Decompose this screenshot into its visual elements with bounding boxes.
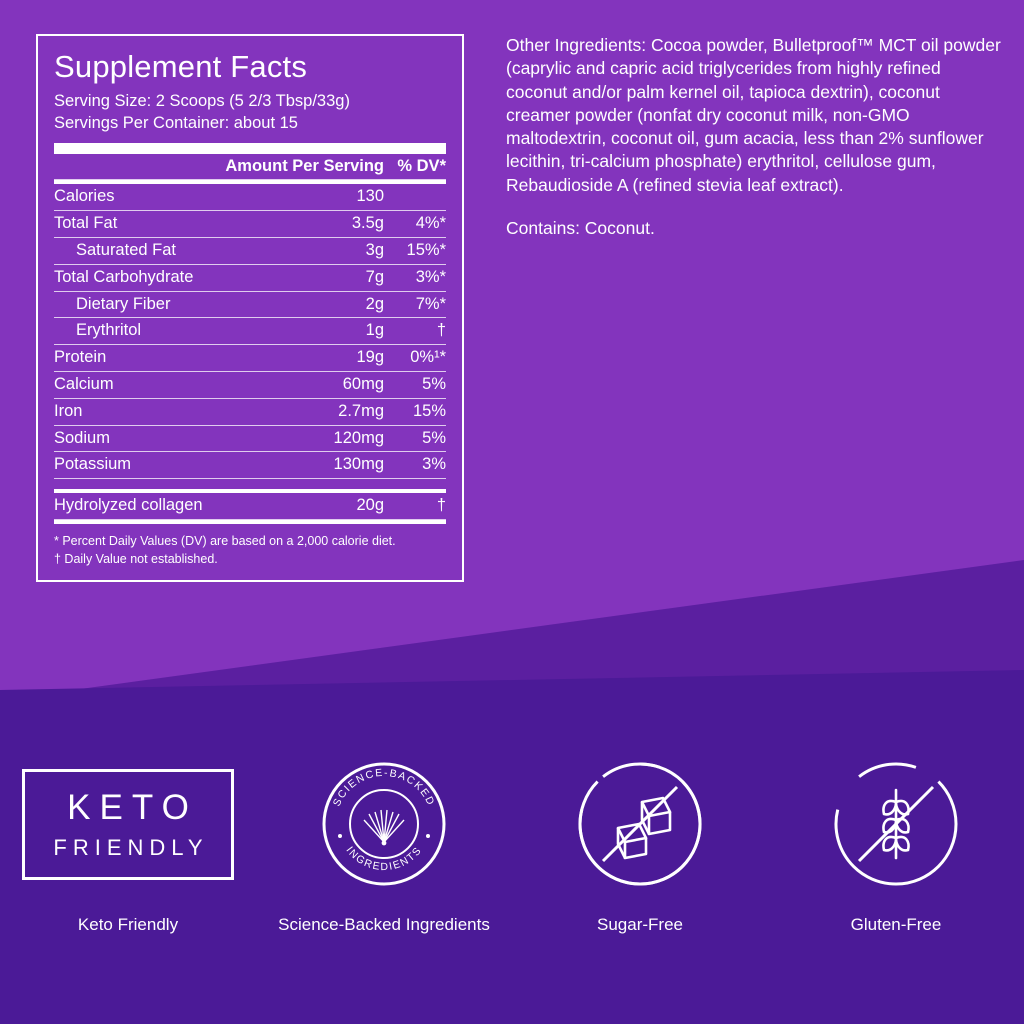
nutrient-name: Potassium [54, 452, 296, 479]
nutrient-name: Sodium [54, 425, 296, 452]
nutrient-dv: 5% [384, 425, 446, 452]
nutrient-amount: 20g [332, 493, 384, 519]
nutrient-dv: 5% [384, 372, 446, 399]
nutrient-dv [384, 184, 446, 210]
nutrient-dv: 15% [384, 398, 446, 425]
nutrient-amount: 2.7mg [296, 398, 384, 425]
badge-gluten-free [781, 748, 1011, 937]
supplement-facts-panel [36, 34, 464, 582]
svg-text:INGREDIENTS: INGREDIENTS [343, 844, 425, 874]
divider-medium-3 [54, 520, 446, 524]
table-row [54, 264, 446, 291]
other-ingredients-text: Other Ingredients: Cocoa powder, Bulletproof™ MCT oil powder (caprylic and capric acid triglycerides from highly refined coconut and/or palm kernel oil, tapioca dextrin), coconut creamer powder (nonfat dry coconut milk, non-GMO maltodextrin, coconut oil, gum acacia, less than 2% sunflower lecithin, tri-calcium phosphate) erythritol, cellulose gum, Rebaudioside A (refined stevia leaf extract). [506, 35, 1001, 195]
badge-row [0, 748, 1024, 937]
badge-science-backed [269, 748, 499, 937]
nutrient-amount: 1g [296, 318, 384, 345]
nutrient-amount: 7g [296, 264, 384, 291]
nutrient-name: Iron [54, 398, 296, 425]
table-header-row [54, 154, 446, 180]
nutrient-name: Erythritol [54, 318, 296, 345]
gluten-free-icon [781, 748, 1011, 900]
badge-caption: Sugar-Free [597, 915, 683, 934]
divider-thick [54, 143, 446, 154]
table-row [54, 291, 446, 318]
nutrient-amount: 130 [296, 184, 384, 210]
nutrient-name: Total Fat [54, 211, 296, 238]
nutrient-amount: 3.5g [296, 211, 384, 238]
nutrient-dv: 7%* [384, 291, 446, 318]
nutrient-amount: 2g [296, 291, 384, 318]
keto-line-2: FRIENDLY [53, 834, 209, 860]
nutrient-dv: 3% [384, 452, 446, 479]
nutrient-name: Calories [54, 184, 296, 210]
nutrient-dv: 0%¹* [384, 345, 446, 372]
nutrient-name: Calcium [54, 372, 296, 399]
badge-caption: Gluten-Free [850, 915, 942, 934]
svg-text:SCIENCE-BACKED: SCIENCE-BACKED [330, 766, 438, 809]
badge-caption: Science-Backed Ingredients [278, 915, 490, 934]
nutrient-name: Dietary Fiber [54, 291, 296, 318]
nutrient-amount: 130mg [296, 452, 384, 479]
nutrient-dv: 4%* [384, 211, 446, 238]
table-row [54, 318, 446, 345]
table-row [54, 493, 446, 519]
table-row [54, 238, 446, 265]
keto-friendly-badge-icon [13, 748, 243, 900]
sugar-free-icon [525, 748, 755, 900]
footnote-dagger: † Daily Value not established. [54, 552, 218, 567]
table-row [54, 211, 446, 238]
badge-keto-friendly [13, 748, 243, 937]
supplement-facts-title: Supplement Facts [54, 49, 308, 84]
table-row [54, 372, 446, 399]
nutrient-amount: 60mg [296, 372, 384, 399]
header-percent-dv: % DV* [384, 154, 446, 180]
badge-caption: Keto Friendly [77, 915, 179, 934]
nutrition-table [54, 154, 446, 181]
table-row [54, 425, 446, 452]
keto-line-1: KETO [67, 787, 198, 827]
science-backed-ingredients-icon [269, 748, 499, 900]
nutrient-dv: † [384, 493, 446, 519]
nutrition-rows [54, 184, 446, 479]
nutrient-name: Hydrolyzed collagen [54, 493, 332, 519]
table-row [54, 184, 446, 210]
ingredients-block [506, 34, 1006, 240]
serving-size: Serving Size: 2 Scoops (5 2/3 Tbsp/33g) [54, 92, 350, 111]
nutrient-name: Saturated Fat [54, 238, 296, 265]
nutrient-name: Protein [54, 345, 296, 372]
nutrient-dv: 3%* [384, 264, 446, 291]
nutrient-dv: † [384, 318, 446, 345]
nutrient-dv: 15%* [384, 238, 446, 265]
extra-nutrition-rows [54, 493, 446, 520]
header-amount-per-serving: Amount Per Serving [54, 154, 384, 180]
table-row [54, 398, 446, 425]
nutrient-amount: 3g [296, 238, 384, 265]
nutrient-name: Total Carbohydrate [54, 264, 296, 291]
nutrient-amount: 120mg [296, 425, 384, 452]
badge-sugar-free [525, 748, 755, 937]
contains-allergens-text: Contains: Coconut. [506, 217, 655, 238]
servings-per-container: Servings Per Container: about 15 [54, 114, 298, 133]
nutrient-amount: 19g [296, 345, 384, 372]
table-row [54, 452, 446, 479]
table-row [54, 345, 446, 372]
footnote-daily-values: * Percent Daily Values (DV) are based on a 2,000 calorie diet. [54, 533, 396, 548]
